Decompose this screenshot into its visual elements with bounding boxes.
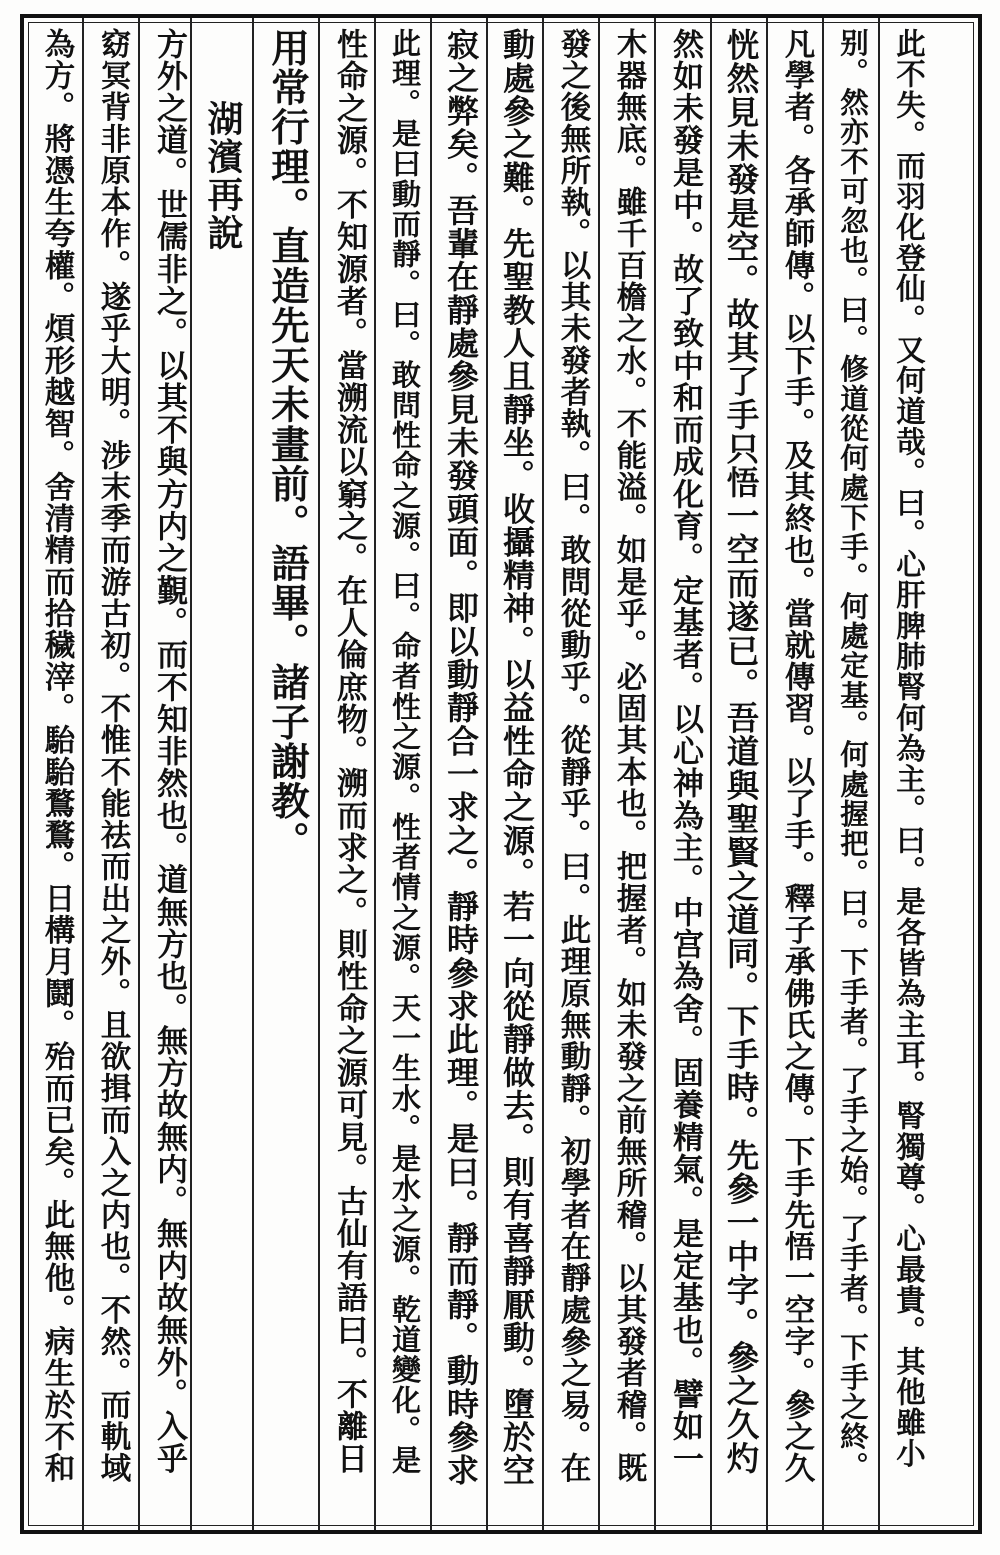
column-rule [598,18,600,1530]
column-rule [318,18,320,1530]
column-rule [82,18,84,1530]
section-title: 湖濱再說 [202,100,244,252]
text-column: 寂之弊矣。吾輩在靜處參見未發頭面。即以動靜合一求之。靜時參求此理。是曰。靜而靜。動時參求 [442,28,480,1487]
column-rule [710,18,712,1530]
column-rule [654,18,656,1530]
column-rule [374,18,376,1530]
column-rule [822,18,824,1530]
text-column: 方外之道。世儒非之。以其不與方内之覲。而不知非然也。道無方也。無方故無内。無内故無外。入乎 [151,28,187,1475]
text-column: 動處參之難。先聖教人且靜坐。收攝精神。以益性命之源。若一向從靜做去。則有喜靜厭動。墮於空 [498,28,536,1487]
column-rule [138,18,140,1530]
column-rule [486,18,488,1530]
text-column: 然如未發是中。故了致中和而成化育。定基者。以心神為主。中宫為舍。固養精氣。是定基也。譬如一 [667,28,703,1475]
text-column: 用常行理。直造先天未畫前。語畢。諸子謝教。 [265,28,310,861]
column-rule [766,18,768,1530]
text-column: 恍然見未發是空。故其了手只悟一空而遂已。吾道與聖賢之道同。下手時。先參一中字。參之久灼 [722,28,761,1475]
text-column: 為方。將憑生夸權。煩形越智。舍清精而拾穢滓。駘駘鶩鶩。日構月鬪。殆而已矣。此無他。病生於不和 [39,28,75,1484]
text-column: 性命之源。不知源者。當溯流以窮之。在人倫庶物。溯而求之。則性命之源可見。古仙有語曰。不離日 [331,28,367,1475]
text-column: 發之後無所執。以其未發者執。曰。敢問從動乎。從靜乎。曰。此理原無動靜。初學者在靜處參之易。在 [555,28,591,1484]
column-rule [878,18,880,1530]
text-column: 此不失。而羽化登仙。又何道哉。曰。心肝脾肺腎何為主。曰。是各皆為主耳。腎獨尊。心最貴。其他雖小 [892,28,927,1469]
text-column: 木器無底。雖千百檐之水。不能溢。如是乎。必固其本也。把握者。如未發之前無所稽。以其發者稽。既 [611,28,647,1484]
text-column: 别。然亦不可忽也。曰。修道從何處下手。何處定基。何處握把。曰。下手者。了手之始。了手者。下手之終。 [836,28,870,1481]
column-rule [430,18,432,1530]
text-column: 此理。是曰動而靜。曰。敢問性命之源。曰。命者性之源。性者情之源。天一生水。是水之源。乾道變化。是 [388,28,422,1476]
column-rule [542,18,544,1530]
text-column: 窈冥背非原本作。遂乎大明。涉末季而游古初。不惟不能祛而出之外。且欲揖而入之内也。不然。而軌域 [95,28,131,1484]
text-column: 凡學者。各承師傳。以下手。及其終也。當就傳習。以了手。釋子承佛氏之傳。下手先悟一空字。參之久 [779,28,815,1484]
column-rule [252,18,254,1530]
